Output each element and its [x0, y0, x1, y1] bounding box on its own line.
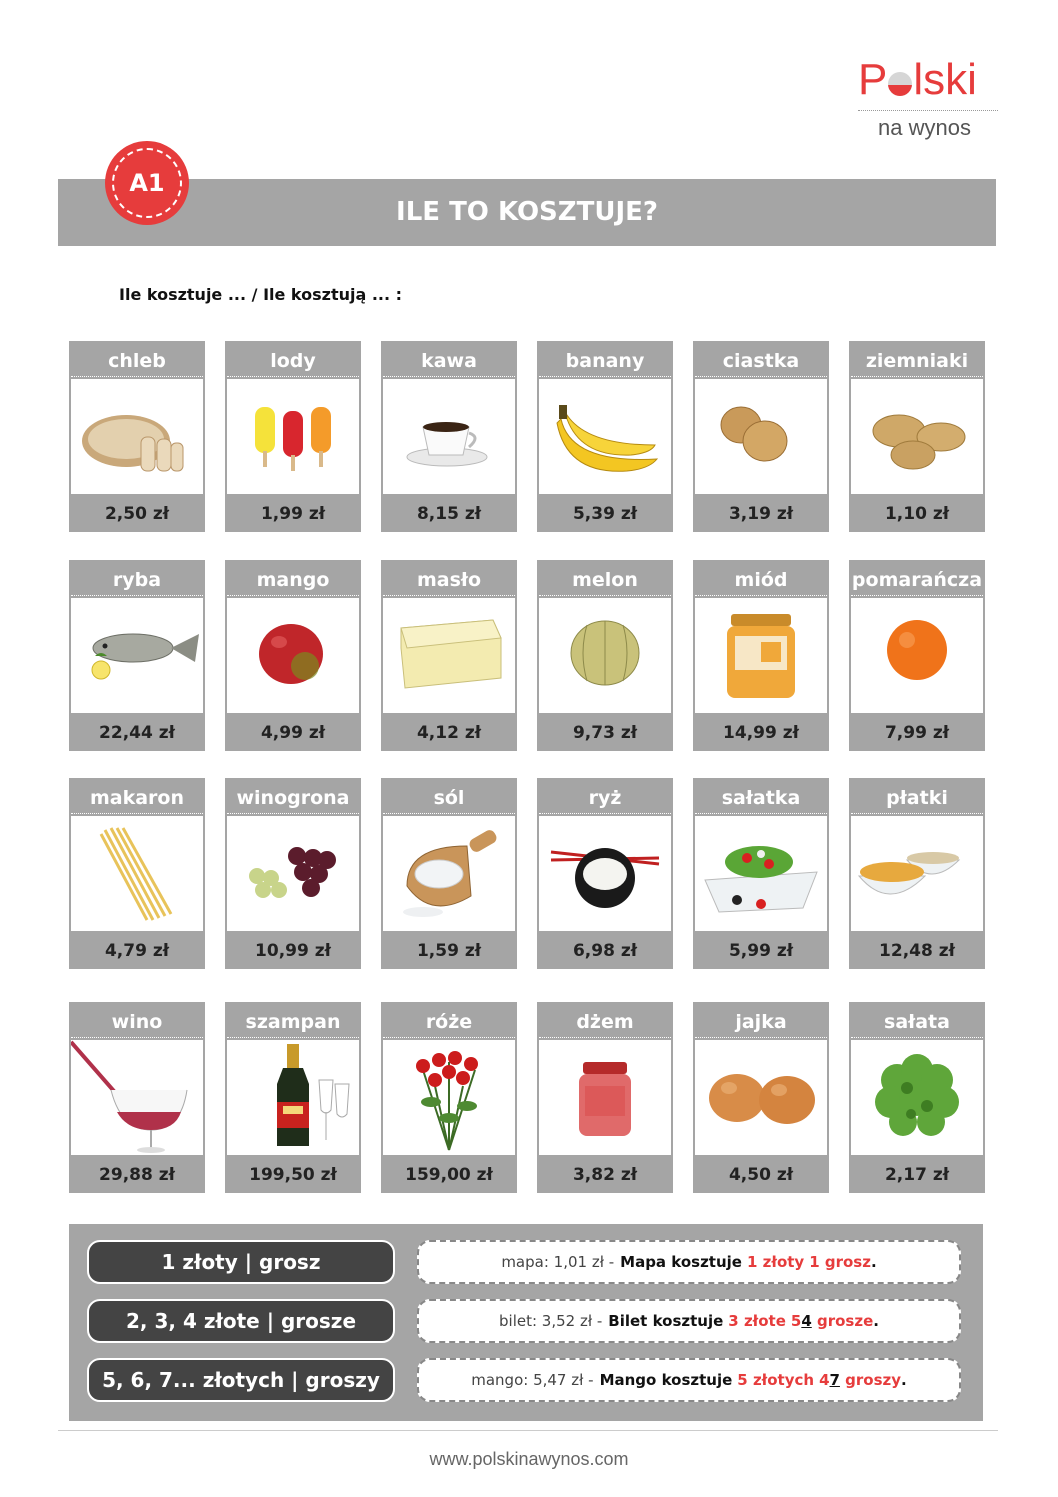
footer-divider — [58, 1430, 998, 1431]
page-title: ILE TO KOSZTUJE? — [396, 197, 658, 227]
card-price: 3,82 zł — [572, 1165, 638, 1185]
logo — [858, 55, 1008, 141]
rule-example-3: mango: 5,47 zł - Mango kosztuje 5 złotych 47 groszy . — [417, 1358, 961, 1402]
rule-label-1: 1 złoty | grosz — [87, 1240, 395, 1284]
food-card-banany — [537, 341, 673, 532]
card-price: 29,88 zł — [99, 1165, 175, 1185]
potatoes-icon — [851, 379, 983, 494]
card-name: sałatka — [721, 787, 801, 809]
card-price: 4,99 zł — [260, 723, 326, 743]
melon-icon — [539, 598, 671, 713]
card-name: ryba — [112, 569, 162, 591]
card-name: kawa — [421, 350, 477, 372]
roses-icon — [383, 1040, 515, 1155]
logo-o-icon — [888, 72, 912, 96]
food-card-salata — [849, 1002, 985, 1193]
rule-example-2: bilet: 3,52 zł - Bilet kosztuje 3 złote 54 grosze . — [417, 1299, 961, 1343]
lettuce-icon — [851, 1040, 983, 1155]
ice-cream-icon — [227, 379, 359, 494]
card-name: ziemniaki — [865, 350, 969, 372]
card-price: 6,98 zł — [572, 941, 638, 961]
card-name: ryż — [588, 787, 622, 809]
title-bar — [58, 179, 996, 246]
food-card-pomarancza — [849, 560, 985, 751]
card-name: masło — [416, 569, 482, 591]
butter-icon — [383, 598, 515, 713]
instruction: Ile kosztuje ... / Ile kosztują ... : — [119, 285, 403, 304]
salt-scoop-icon — [383, 816, 515, 931]
card-name: sól — [433, 787, 465, 809]
level-badge-label: A1 — [112, 148, 182, 218]
card-name: mango — [256, 569, 330, 591]
card-price: 5,99 zł — [728, 941, 794, 961]
cereal-bowls-icon — [851, 816, 983, 931]
wine-glass-icon — [71, 1040, 203, 1155]
logo-subtitle: na wynos — [878, 115, 971, 140]
card-name: melon — [572, 569, 638, 591]
card-name: pomarańcza — [851, 569, 983, 591]
salad-bowl-icon — [695, 816, 827, 931]
card-price: 9,73 zł — [572, 723, 638, 743]
coffee-cup-icon — [383, 379, 515, 494]
food-card-melon — [537, 560, 673, 751]
card-price: 1,99 zł — [260, 504, 326, 524]
food-card-maslo — [381, 560, 517, 751]
card-name: sałata — [884, 1011, 950, 1033]
card-name: winogrona — [236, 787, 350, 809]
card-name: płatki — [886, 787, 948, 809]
card-name: wino — [111, 1011, 163, 1033]
logo-divider — [858, 110, 998, 111]
food-card-roze — [381, 1002, 517, 1193]
food-card-mango — [225, 560, 361, 751]
food-card-kawa — [381, 341, 517, 532]
card-price: 7,99 zł — [884, 723, 950, 743]
food-card-salatka — [693, 778, 829, 969]
eggs-icon — [695, 1040, 827, 1155]
card-name: szampan — [245, 1011, 341, 1033]
card-price: 4,79 zł — [104, 941, 170, 961]
card-price: 12,48 zł — [879, 941, 955, 961]
food-card-lody — [225, 341, 361, 532]
card-price: 199,50 zł — [249, 1165, 337, 1185]
rule-example-1: mapa: 1,01 zł - Mapa kosztuje 1 złoty 1 grosz . — [417, 1240, 961, 1284]
grammar-panel — [69, 1224, 983, 1421]
fish-icon — [71, 598, 203, 713]
mango-icon — [227, 598, 359, 713]
card-price: 1,10 zł — [884, 504, 950, 524]
card-name: miód — [734, 569, 788, 591]
food-card-miod — [693, 560, 829, 751]
honey-jar-icon — [695, 598, 827, 713]
card-price: 5,39 zł — [572, 504, 638, 524]
food-card-chleb — [69, 341, 205, 532]
logo-wordmark: P lski — [858, 55, 977, 104]
card-name: makaron — [89, 787, 185, 809]
food-card-makaron — [69, 778, 205, 969]
food-card-ciastka — [693, 341, 829, 532]
orange-icon — [851, 598, 983, 713]
food-card-ziemniaki — [849, 341, 985, 532]
card-price: 2,50 zł — [104, 504, 170, 524]
food-card-wino — [69, 1002, 205, 1193]
rule-label-2: 2, 3, 4 złote | grosze — [87, 1299, 395, 1343]
card-name: ciastka — [722, 350, 800, 372]
jam-jar-icon — [539, 1040, 671, 1155]
rule-label-3: 5, 6, 7... złotych | groszy — [87, 1358, 395, 1402]
card-name: lody — [270, 350, 316, 372]
card-price: 14,99 zł — [723, 723, 799, 743]
food-card-jajka — [693, 1002, 829, 1193]
card-price: 3,19 zł — [728, 504, 794, 524]
food-card-ryz — [537, 778, 673, 969]
food-card-ryba — [69, 560, 205, 751]
card-name: róże — [425, 1011, 473, 1033]
card-name: jajka — [735, 1011, 787, 1033]
level-badge — [105, 141, 189, 225]
card-price: 10,99 zł — [255, 941, 331, 961]
card-name: dżem — [576, 1011, 634, 1033]
rice-bowl-icon — [539, 816, 671, 931]
food-card-sol — [381, 778, 517, 969]
food-card-dzem — [537, 1002, 673, 1193]
card-price: 1,59 zł — [416, 941, 482, 961]
card-price: 22,44 zł — [99, 723, 175, 743]
card-name: chleb — [108, 350, 166, 372]
cookies-icon — [695, 379, 827, 494]
grapes-icon — [227, 816, 359, 931]
spaghetti-icon — [71, 816, 203, 931]
footer-url[interactable]: www.polskinawynos.com — [429, 1449, 629, 1469]
card-price: 4,50 zł — [728, 1165, 794, 1185]
champagne-bottle-icon — [227, 1040, 359, 1155]
card-price: 4,12 zł — [416, 723, 482, 743]
card-name: banany — [565, 350, 645, 372]
food-card-platki — [849, 778, 985, 969]
card-price: 8,15 zł — [416, 504, 482, 524]
card-price: 159,00 zł — [405, 1165, 493, 1185]
food-card-szampan — [225, 1002, 361, 1193]
bread-icon — [71, 379, 203, 494]
card-price: 2,17 zł — [884, 1165, 950, 1185]
food-card-winogrona — [225, 778, 361, 969]
bananas-icon — [539, 379, 671, 494]
